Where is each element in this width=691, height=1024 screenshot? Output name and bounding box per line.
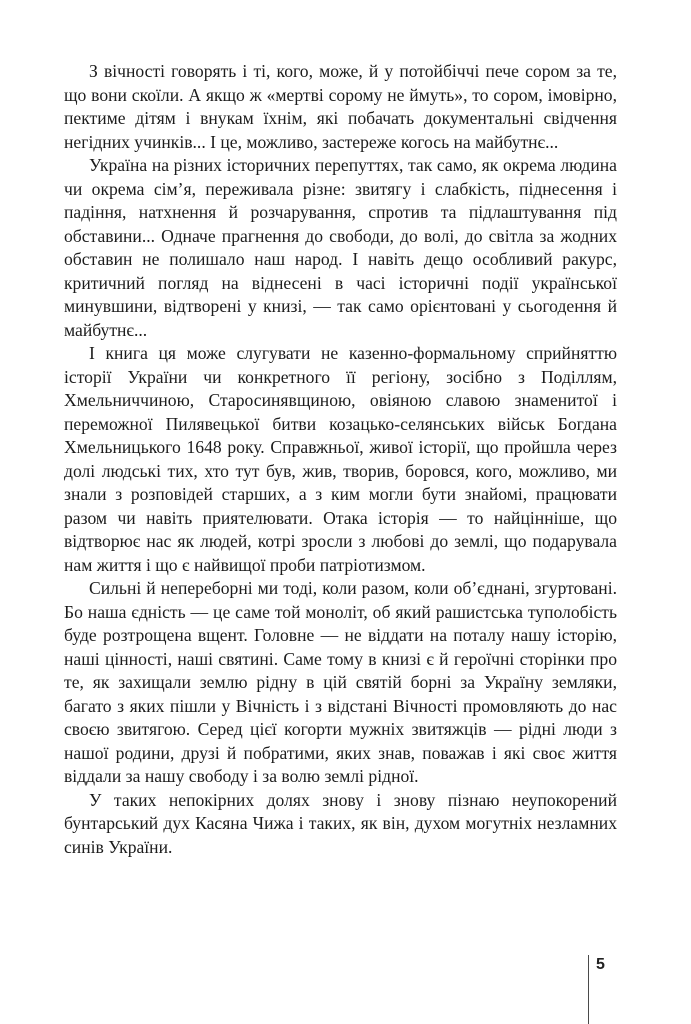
paragraph: І книга ця може слугувати не казенно-формальному сприйняттю історії України чи конкретного її регіону, зосібно з Поділлям, Хмельниччиною, Старосинявщиною, овіяною славою знаменитої і переможної Пилявецької битви козацько-селянських військ Богдана Хмельницького 1648 року. Справжньої, живої історії, що пройшла через долі людські тих, хто тут був, жив, творив, боровся, кого, можливо, ми знали з розповідей старших, а з ким могли бути знайомі, працювати разом чи навіть приятелювати. Отака історія — то найцінніше, що відтворює нас як людей, котрі зросли з любові до землі, що подарувала нам життя і що є найвищої проби патріотизмом. [64,343,617,575]
page-number: 5 [596,956,605,973]
paragraph: З вічності говорять і ті, кого, може, й у потойбіччі пече сором за те, що вони скоїли. А якщо ж «мертві сорому не ймуть», то сором, імовірно, пектиме дітям і внукам їхнім, які побачать документальні свідчення негідних учинків... І це, можливо, застереже когось на майбутнє... [64,61,617,152]
page-number-rule [588,955,589,1024]
paragraph: Україна на різних історичних перепуттях, так само, як окрема людина чи окрема сім’я, переживала різне: звитягу і слабкість, піднесення і падіння, натхнення й розчарування, спротив та підлаштування під обставини... Одначе прагнення до свободи, до волі, до світла за жодних обставин не полишало наш народ. І навіть дещо особливий ракурс, критичний погляд на віднесені в часі історичні події української минувшини, відтворені у книзі, — так само орієнтовані у сьогодення й майбутнє... [64,155,617,340]
paragraph: У таких непокірних долях знову і знову пізнаю неупокорений бунтарський дух Касяна Чижа і таких, як він, духом могутніх незламних синів України. [64,789,617,857]
body-text [64,60,617,859]
paragraph: Сильні й непереборні ми тоді, коли разом, коли об’єднані, згуртовані. Бо наша єдність — це саме той моноліт, об який рашистська туполобість буде розтрощена вщент. Головне — не віддати на поталу нашу історію, наші цінності, наші святині. Саме тому в книзі є й героїчні сторінки про те, як захищали землю рідну в цій святій борні за Україну земляки, багато з яких пішли у Вічність і з відстані Вічності промовляють до нас своєю звитягою. Серед цієї когорти мужніх звитяжців — рідні люди з нашої родини, друзі й побратими, яких знав, поважав і які своє життя віддали за нашу свободу і за волю землі рідної. [64,578,617,786]
